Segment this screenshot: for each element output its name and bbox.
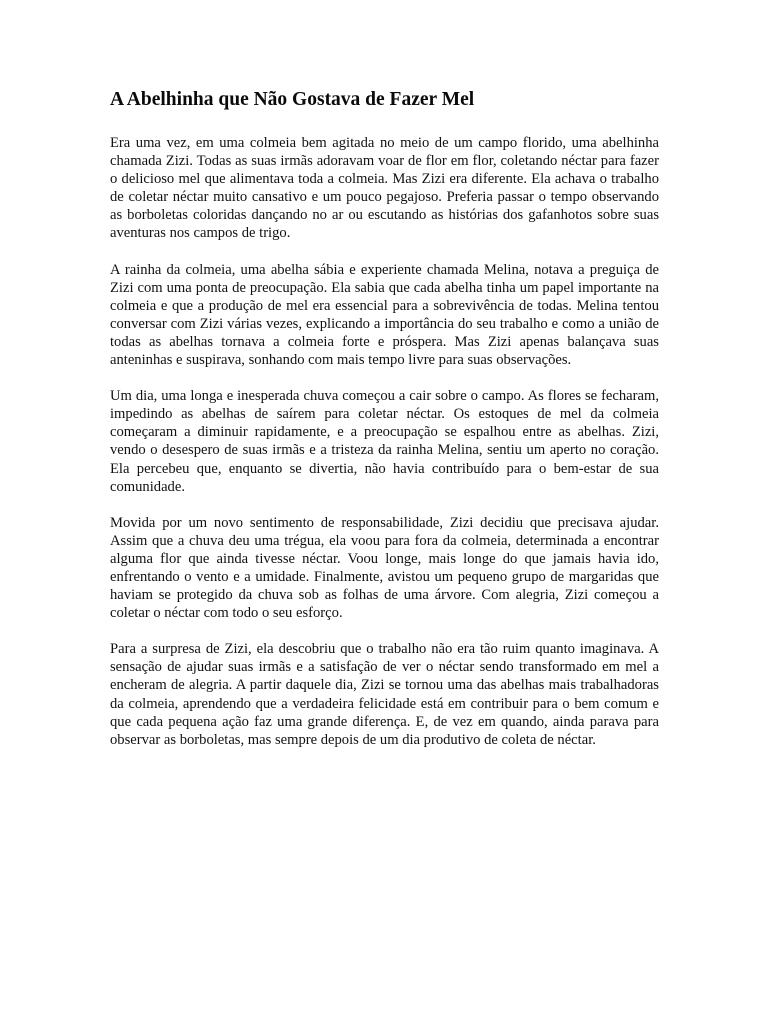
paragraph-3: Um dia, uma longa e inesperada chuva começou a cair sobre o campo. As flores se fecharam, impedindo as abelhas de saírem para coletar néctar. Os estoques de mel da colmeia começaram a diminuir rapidamente, e a preocupação se espalhou entre as abelhas. Zizi, vendo o desespero de suas irmãs e a tristeza da rainha Melina, sentiu um aperto no coração. Ela percebeu que, enquanto se divertia, não havia contribuído para o bem-estar de sua comunidade. (110, 388, 659, 495)
paragraph-1: Era uma vez, em uma colmeia bem agitada no meio de um campo florido, uma abelhinha chamada Zizi. Todas as suas irmãs adoravam voar de flor em flor, coletando néctar para fazer o delicioso mel que alimentava toda a colmeia. Mas Zizi era diferente. Ela achava o trabalho de coletar néctar muito cansativo e um pouco pegajoso. Preferia passar o tempo observando as borboletas coloridas dançando no ar ou escutando as histórias dos gafanhotos sobre suas aventuras nos campos de trigo. (110, 135, 659, 242)
document-body (110, 88, 659, 767)
paragraph-2: A rainha da colmeia, uma abelha sábia e experiente chamada Melina, notava a preguiça de Zizi com uma ponta de preocupação. Ela sabia que cada abelha tinha um papel importante na colmeia e que a produção de mel era essencial para a sobrevivência de todas. Melina tentou conversar com Zizi várias vezes, explicando a importância do seu trabalho e como a união de todas as abelhas tornava a colmeia forte e próspera. Mas Zizi apenas balançava suas anteninhas e suspirava, sonhando com mais tempo livre para suas observações. (110, 261, 659, 369)
paragraph-4: Movida por um novo sentimento de responsabilidade, Zizi decidiu que precisava ajudar. Assim que a chuva deu uma trégua, ela voou para fora da colmeia, determinada a encontrar alguma flor que ainda tivesse néctar. Voou longe, mais longe do que jamais havia ido, enfrentando o vento e a umidade. Finalmente, avistou um pequeno grupo de margaridas que haviam se protegido da chuva sob as folhas de uma árvore. Com alegria, Zizi começou a coletar o néctar com todo o seu esforço. (110, 514, 659, 622)
paragraph-5: Para a surpresa de Zizi, ela descobriu que o trabalho não era tão ruim quanto imaginava. A sensação de ajudar suas irmãs e a satisfação de ver o néctar sendo transformado em mel a encheram de alegria. A partir daquele dia, Zizi se tornou uma das abelhas mais trabalhadoras da colmeia, aprendendo que a verdadeira felicidade está em contribuir para o bem comum e que cada pequena ação faz uma grande diferença. E, de vez em quando, ainda parava para observar as borboletas, mas sempre depois de um dia produtivo de coleta de néctar. (110, 641, 659, 748)
document-title: A Abelhinha que Não Gostava de Fazer Mel (110, 89, 475, 110)
